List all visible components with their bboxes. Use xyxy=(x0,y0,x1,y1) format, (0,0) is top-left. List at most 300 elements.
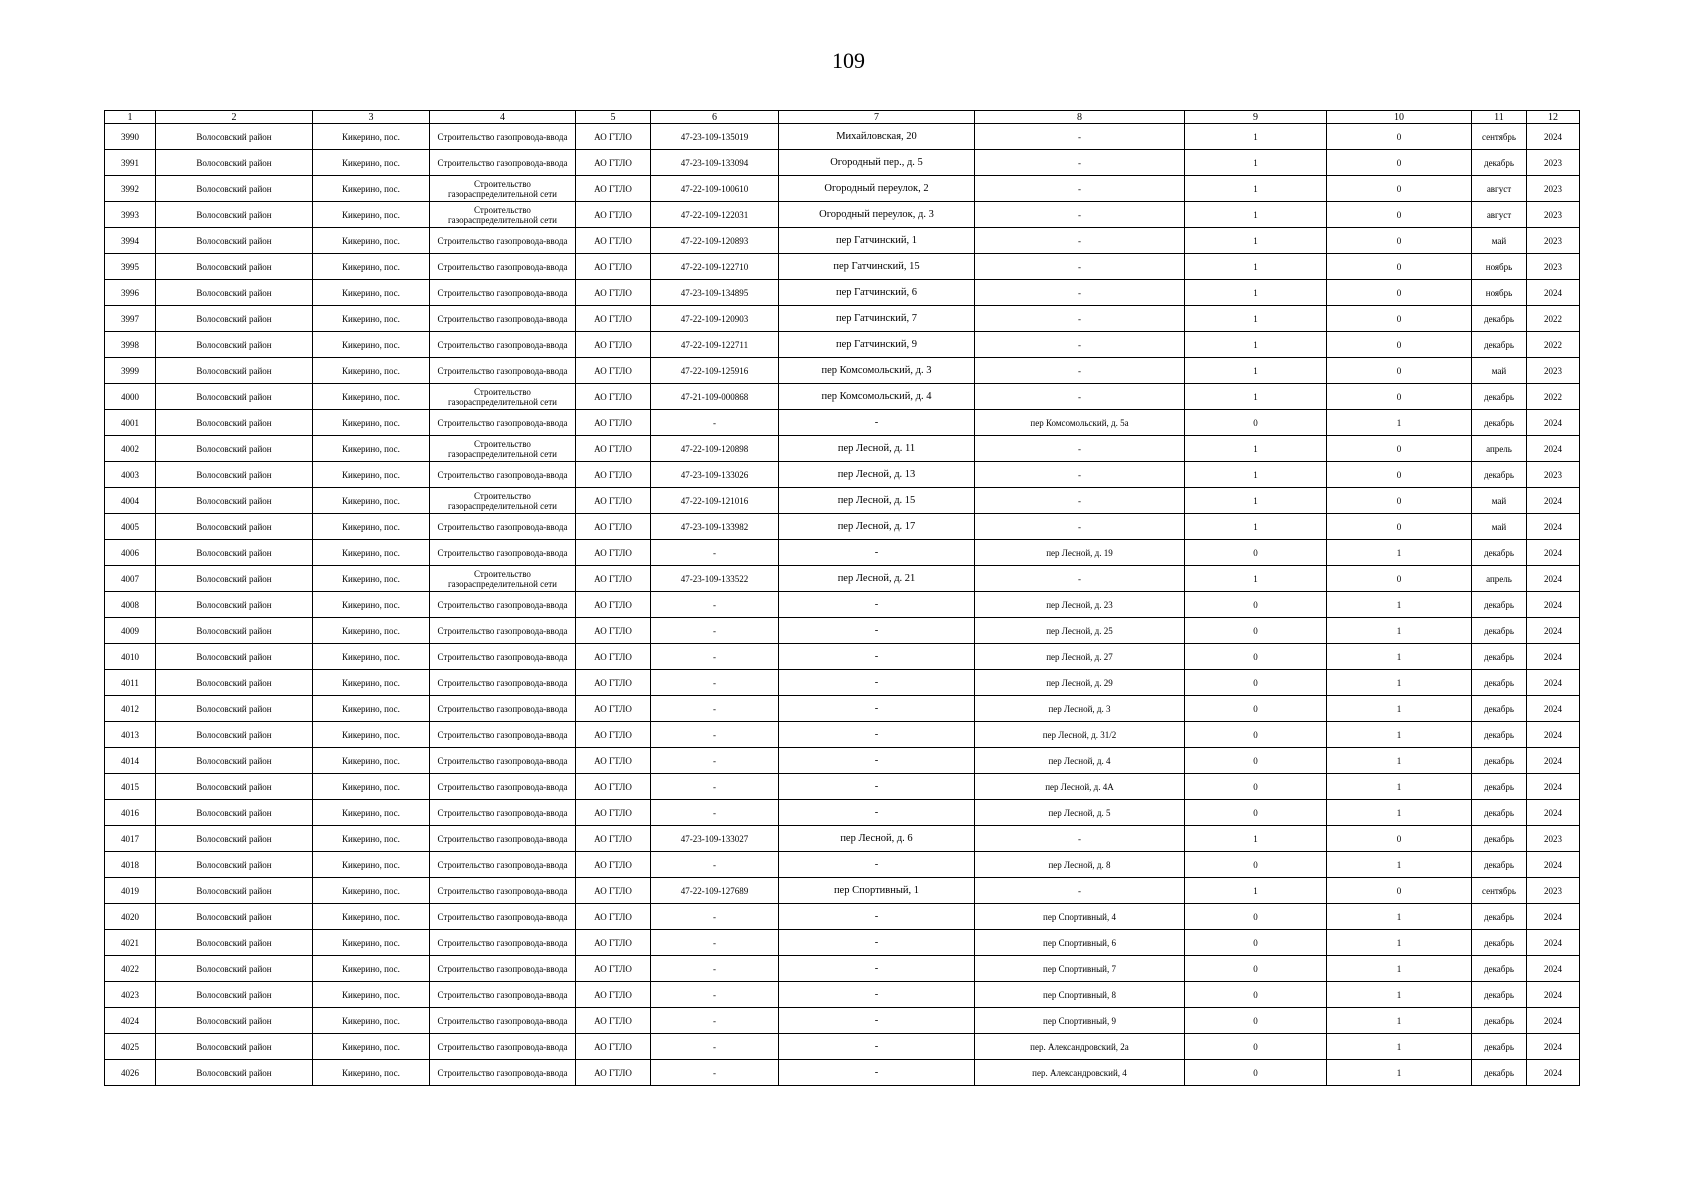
table-cell-col-7: пер Лесной, д. 13 xyxy=(779,462,975,488)
table-cell-col-5: АО ГТЛО xyxy=(576,566,651,592)
table-cell-col-9: 0 xyxy=(1185,618,1327,644)
table-cell-col-11: декабрь xyxy=(1472,306,1527,332)
table-cell-col-3: Кикерино, пос. xyxy=(313,436,430,462)
table-cell-col-2: Волосовский район xyxy=(156,410,313,436)
table-cell-col-3: Кикерино, пос. xyxy=(313,618,430,644)
table-cell-col-4: Строительство газопровода-ввода xyxy=(430,904,576,930)
table-cell-col-10: 1 xyxy=(1327,410,1472,436)
table-cell-col-3: Кикерино, пос. xyxy=(313,124,430,150)
table-cell-col-7: пер Гатчинский, 6 xyxy=(779,280,975,306)
table-cell-col-5: АО ГТЛО xyxy=(576,852,651,878)
table-cell-col-11: декабрь xyxy=(1472,1060,1527,1086)
table-cell-col-9: 1 xyxy=(1185,436,1327,462)
table-cell-col-11: ноябрь xyxy=(1472,280,1527,306)
table-cell-col-7: - xyxy=(779,644,975,670)
table-cell-col-2: Волосовский район xyxy=(156,982,313,1008)
table-row xyxy=(105,410,1580,436)
table-cell-col-12: 2023 xyxy=(1527,176,1580,202)
table-cell-col-10: 1 xyxy=(1327,644,1472,670)
table-row xyxy=(105,1008,1580,1034)
table-cell-col-2: Волосовский район xyxy=(156,800,313,826)
table-cell-col-5: АО ГТЛО xyxy=(576,332,651,358)
table-cell-col-7: Огородный переулок, 2 xyxy=(779,176,975,202)
table-cell-col-11: ноябрь xyxy=(1472,254,1527,280)
table-cell-col-9: 0 xyxy=(1185,904,1327,930)
table-cell-col-9: 1 xyxy=(1185,124,1327,150)
table-cell-col-7: - xyxy=(779,774,975,800)
table-cell-col-11: декабрь xyxy=(1472,150,1527,176)
table-row xyxy=(105,384,1580,410)
table-cell-col-2: Волосовский район xyxy=(156,670,313,696)
table-cell-col-9: 1 xyxy=(1185,566,1327,592)
table-cell-col-3: Кикерино, пос. xyxy=(313,722,430,748)
table-cell-col-1: 4020 xyxy=(105,904,156,930)
table-cell-col-8: - xyxy=(975,176,1185,202)
table-cell-col-4: Строительство газопровода-ввода xyxy=(430,462,576,488)
table-cell-col-2: Волосовский район xyxy=(156,514,313,540)
table-cell-col-1: 4009 xyxy=(105,618,156,644)
table-cell-col-9: 1 xyxy=(1185,826,1327,852)
table-cell-col-12: 2023 xyxy=(1527,462,1580,488)
table-cell-col-3: Кикерино, пос. xyxy=(313,176,430,202)
table-row xyxy=(105,566,1580,592)
table-cell-col-1: 3993 xyxy=(105,202,156,228)
table-cell-col-10: 0 xyxy=(1327,280,1472,306)
table-cell-col-9: 1 xyxy=(1185,488,1327,514)
table-cell-col-11: декабрь xyxy=(1472,644,1527,670)
table-cell-col-4: Строительство газораспределительной сети xyxy=(430,566,576,592)
table-cell-col-11: декабрь xyxy=(1472,982,1527,1008)
table-cell-col-4: Строительство газопровода-ввода xyxy=(430,150,576,176)
table-cell-col-8: - xyxy=(975,384,1185,410)
table-cell-col-1: 4006 xyxy=(105,540,156,566)
table-cell-col-9: 1 xyxy=(1185,254,1327,280)
table-cell-col-7: - xyxy=(779,852,975,878)
table-cell-col-3: Кикерино, пос. xyxy=(313,1060,430,1086)
table-row xyxy=(105,852,1580,878)
table-row xyxy=(105,150,1580,176)
table-cell-col-4: Строительство газопровода-ввода xyxy=(430,826,576,852)
table-cell-col-1: 4001 xyxy=(105,410,156,436)
table-cell-col-4: Строительство газопровода-ввода xyxy=(430,956,576,982)
table-cell-col-9: 0 xyxy=(1185,540,1327,566)
table-row xyxy=(105,228,1580,254)
table-cell-col-11: май xyxy=(1472,514,1527,540)
table-cell-col-11: декабрь xyxy=(1472,852,1527,878)
table-cell-col-1: 3998 xyxy=(105,332,156,358)
table-cell-col-1: 3996 xyxy=(105,280,156,306)
table-cell-col-12: 2024 xyxy=(1527,852,1580,878)
table-cell-col-4: Строительство газопровода-ввода xyxy=(430,306,576,332)
table-cell-col-6: 47-23-109-133522 xyxy=(651,566,779,592)
table-cell-col-5: АО ГТЛО xyxy=(576,124,651,150)
table-cell-col-8: - xyxy=(975,436,1185,462)
table-cell-col-11: декабрь xyxy=(1472,956,1527,982)
table-cell-col-8: - xyxy=(975,514,1185,540)
table-row xyxy=(105,358,1580,384)
table-cell-col-7: Огородный переулок, д. 3 xyxy=(779,202,975,228)
table-cell-col-5: АО ГТЛО xyxy=(576,228,651,254)
table-cell-col-8: - xyxy=(975,254,1185,280)
table-cell-col-6: 47-23-109-134895 xyxy=(651,280,779,306)
table-cell-col-1: 4012 xyxy=(105,696,156,722)
table-cell-col-10: 1 xyxy=(1327,696,1472,722)
table-cell-col-4: Строительство газопровода-ввода xyxy=(430,280,576,306)
table-header-row xyxy=(105,111,1580,124)
table-cell-col-8: пер Лесной, д. 4 xyxy=(975,748,1185,774)
table-cell-col-11: декабрь xyxy=(1472,1034,1527,1060)
table-cell-col-5: АО ГТЛО xyxy=(576,1060,651,1086)
table-cell-col-9: 0 xyxy=(1185,1008,1327,1034)
table-cell-col-2: Волосовский район xyxy=(156,696,313,722)
table-cell-col-5: АО ГТЛО xyxy=(576,306,651,332)
table-cell-col-11: декабрь xyxy=(1472,540,1527,566)
table-cell-col-11: август xyxy=(1472,176,1527,202)
table-cell-col-10: 0 xyxy=(1327,436,1472,462)
table-cell-col-12: 2023 xyxy=(1527,826,1580,852)
table-cell-col-4: Строительство газопровода-ввода xyxy=(430,696,576,722)
table-cell-col-7: пер Гатчинский, 15 xyxy=(779,254,975,280)
table-cell-col-9: 1 xyxy=(1185,514,1327,540)
table-cell-col-1: 3999 xyxy=(105,358,156,384)
table-cell-col-6: - xyxy=(651,956,779,982)
table-cell-col-6: - xyxy=(651,644,779,670)
table-cell-col-4: Строительство газораспределительной сети xyxy=(430,384,576,410)
table-cell-col-5: АО ГТЛО xyxy=(576,358,651,384)
table-cell-col-5: АО ГТЛО xyxy=(576,696,651,722)
table-cell-col-10: 1 xyxy=(1327,1060,1472,1086)
table-cell-col-1: 4002 xyxy=(105,436,156,462)
table-cell-col-3: Кикерино, пос. xyxy=(313,566,430,592)
table-cell-col-9: 1 xyxy=(1185,384,1327,410)
table-cell-col-12: 2024 xyxy=(1527,618,1580,644)
table-cell-col-6: 47-22-109-121016 xyxy=(651,488,779,514)
table-cell-col-12: 2024 xyxy=(1527,1060,1580,1086)
table-cell-col-12: 2023 xyxy=(1527,150,1580,176)
table-cell-col-12: 2022 xyxy=(1527,384,1580,410)
table-cell-col-9: 0 xyxy=(1185,1060,1327,1086)
table-cell-col-3: Кикерино, пос. xyxy=(313,982,430,1008)
column-header: 7 xyxy=(779,111,975,124)
table-cell-col-2: Волосовский район xyxy=(156,228,313,254)
table-cell-col-12: 2023 xyxy=(1527,878,1580,904)
table-cell-col-12: 2024 xyxy=(1527,930,1580,956)
table-cell-col-5: АО ГТЛО xyxy=(576,462,651,488)
table-cell-col-6: - xyxy=(651,722,779,748)
table-cell-col-1: 4011 xyxy=(105,670,156,696)
table-cell-col-5: АО ГТЛО xyxy=(576,930,651,956)
table-row xyxy=(105,254,1580,280)
page-number: 109 xyxy=(832,48,865,73)
table-cell-col-10: 1 xyxy=(1327,1008,1472,1034)
table-cell-col-4: Строительство газопровода-ввода xyxy=(430,358,576,384)
table-cell-col-9: 1 xyxy=(1185,202,1327,228)
column-header: 1 xyxy=(105,111,156,124)
table-cell-col-8: пер Лесной, д. 5 xyxy=(975,800,1185,826)
table-cell-col-4: Строительство газопровода-ввода xyxy=(430,982,576,1008)
table-cell-col-11: декабрь xyxy=(1472,748,1527,774)
table-cell-col-9: 1 xyxy=(1185,878,1327,904)
table-cell-col-3: Кикерино, пос. xyxy=(313,462,430,488)
table-row xyxy=(105,306,1580,332)
table-cell-col-8: - xyxy=(975,228,1185,254)
table-row xyxy=(105,202,1580,228)
table-cell-col-9: 0 xyxy=(1185,956,1327,982)
table-cell-col-8: пер Комсомольский, д. 5а xyxy=(975,410,1185,436)
table-cell-col-3: Кикерино, пос. xyxy=(313,514,430,540)
table-cell-col-4: Строительство газораспределительной сети xyxy=(430,436,576,462)
table-cell-col-3: Кикерино, пос. xyxy=(313,358,430,384)
table-cell-col-11: декабрь xyxy=(1472,410,1527,436)
table-row xyxy=(105,748,1580,774)
table-cell-col-1: 3995 xyxy=(105,254,156,280)
table-cell-col-10: 1 xyxy=(1327,956,1472,982)
table-cell-col-5: АО ГТЛО xyxy=(576,956,651,982)
table-cell-col-9: 0 xyxy=(1185,1034,1327,1060)
table-cell-col-1: 4007 xyxy=(105,566,156,592)
table-cell-col-12: 2023 xyxy=(1527,202,1580,228)
column-header: 2 xyxy=(156,111,313,124)
table-cell-col-2: Волосовский район xyxy=(156,904,313,930)
table-cell-col-2: Волосовский район xyxy=(156,852,313,878)
table-cell-col-8: - xyxy=(975,124,1185,150)
table-cell-col-2: Волосовский район xyxy=(156,956,313,982)
table-cell-col-2: Волосовский район xyxy=(156,644,313,670)
table-cell-col-11: декабрь xyxy=(1472,826,1527,852)
table-cell-col-6: 47-22-109-120893 xyxy=(651,228,779,254)
table-cell-col-5: АО ГТЛО xyxy=(576,176,651,202)
table-cell-col-9: 0 xyxy=(1185,800,1327,826)
table-cell-col-7: - xyxy=(779,670,975,696)
table-row xyxy=(105,878,1580,904)
table-cell-col-5: АО ГТЛО xyxy=(576,670,651,696)
table-row xyxy=(105,176,1580,202)
table-row xyxy=(105,280,1580,306)
table-cell-col-11: декабрь xyxy=(1472,1008,1527,1034)
table-cell-col-1: 3990 xyxy=(105,124,156,150)
table-cell-col-8: - xyxy=(975,358,1185,384)
table-cell-col-4: Строительство газопровода-ввода xyxy=(430,852,576,878)
table-cell-col-2: Волосовский район xyxy=(156,358,313,384)
table-cell-col-7: - xyxy=(779,540,975,566)
table-cell-col-4: Строительство газопровода-ввода xyxy=(430,332,576,358)
table-cell-col-12: 2024 xyxy=(1527,748,1580,774)
table-cell-col-9: 0 xyxy=(1185,982,1327,1008)
table-cell-col-6: 47-22-109-122710 xyxy=(651,254,779,280)
table-cell-col-10: 0 xyxy=(1327,514,1472,540)
table-cell-col-12: 2024 xyxy=(1527,982,1580,1008)
table-cell-col-10: 1 xyxy=(1327,540,1472,566)
table-cell-col-3: Кикерино, пос. xyxy=(313,150,430,176)
data-table xyxy=(104,110,1580,1086)
table-cell-col-1: 4023 xyxy=(105,982,156,1008)
table-cell-col-5: АО ГТЛО xyxy=(576,540,651,566)
table-cell-col-12: 2024 xyxy=(1527,904,1580,930)
table-cell-col-11: май xyxy=(1472,228,1527,254)
table-cell-col-10: 0 xyxy=(1327,384,1472,410)
table-cell-col-2: Волосовский район xyxy=(156,124,313,150)
table-cell-col-5: АО ГТЛО xyxy=(576,1034,651,1060)
table-cell-col-10: 1 xyxy=(1327,852,1472,878)
table-cell-col-10: 0 xyxy=(1327,566,1472,592)
table-cell-col-9: 1 xyxy=(1185,462,1327,488)
table-cell-col-2: Волосовский район xyxy=(156,618,313,644)
table-cell-col-8: пер Лесной, д. 27 xyxy=(975,644,1185,670)
table-cell-col-9: 0 xyxy=(1185,748,1327,774)
table-cell-col-2: Волосовский район xyxy=(156,774,313,800)
table-cell-col-8: - xyxy=(975,202,1185,228)
table-cell-col-1: 4018 xyxy=(105,852,156,878)
table-row xyxy=(105,618,1580,644)
table-cell-col-1: 4017 xyxy=(105,826,156,852)
table-cell-col-2: Волосовский район xyxy=(156,748,313,774)
table-cell-col-8: пер Лесной, д. 31/2 xyxy=(975,722,1185,748)
table-cell-col-8: пер Лесной, д. 23 xyxy=(975,592,1185,618)
table-cell-col-10: 0 xyxy=(1327,150,1472,176)
table-cell-col-11: май xyxy=(1472,488,1527,514)
table-cell-col-7: - xyxy=(779,1034,975,1060)
table-cell-col-9: 1 xyxy=(1185,228,1327,254)
table-cell-col-6: 47-23-109-135019 xyxy=(651,124,779,150)
table-cell-col-5: АО ГТЛО xyxy=(576,774,651,800)
table-cell-col-8: - xyxy=(975,280,1185,306)
table-cell-col-9: 1 xyxy=(1185,332,1327,358)
table-cell-col-3: Кикерино, пос. xyxy=(313,228,430,254)
table-cell-col-2: Волосовский район xyxy=(156,1034,313,1060)
table-cell-col-7: пер Лесной, д. 15 xyxy=(779,488,975,514)
table-cell-col-1: 4000 xyxy=(105,384,156,410)
table-cell-col-7: - xyxy=(779,800,975,826)
table-cell-col-5: АО ГТЛО xyxy=(576,514,651,540)
table-cell-col-5: АО ГТЛО xyxy=(576,644,651,670)
table-cell-col-7: - xyxy=(779,618,975,644)
table-cell-col-1: 4005 xyxy=(105,514,156,540)
table-cell-col-11: декабрь xyxy=(1472,332,1527,358)
table-cell-col-7: - xyxy=(779,592,975,618)
table-cell-col-11: декабрь xyxy=(1472,800,1527,826)
column-header: 6 xyxy=(651,111,779,124)
table-row xyxy=(105,696,1580,722)
table-cell-col-12: 2023 xyxy=(1527,228,1580,254)
table-cell-col-5: АО ГТЛО xyxy=(576,410,651,436)
table-cell-col-3: Кикерино, пос. xyxy=(313,826,430,852)
table-cell-col-2: Волосовский район xyxy=(156,722,313,748)
table-cell-col-12: 2022 xyxy=(1527,332,1580,358)
table-cell-col-8: - xyxy=(975,462,1185,488)
table-cell-col-6: - xyxy=(651,800,779,826)
table-cell-col-12: 2024 xyxy=(1527,1008,1580,1034)
table-cell-col-8: пер Лесной, д. 29 xyxy=(975,670,1185,696)
table-cell-col-5: АО ГТЛО xyxy=(576,254,651,280)
table-cell-col-10: 1 xyxy=(1327,930,1472,956)
table-cell-col-12: 2024 xyxy=(1527,566,1580,592)
table-cell-col-8: - xyxy=(975,878,1185,904)
column-header: 12 xyxy=(1527,111,1580,124)
table-cell-col-11: декабрь xyxy=(1472,722,1527,748)
table-cell-col-8: пер Лесной, д. 19 xyxy=(975,540,1185,566)
table-cell-col-9: 0 xyxy=(1185,670,1327,696)
table-cell-col-7: пер Лесной, д. 6 xyxy=(779,826,975,852)
table-cell-col-1: 4025 xyxy=(105,1034,156,1060)
table-cell-col-7: Огородный пер., д. 5 xyxy=(779,150,975,176)
table-cell-col-2: Волосовский район xyxy=(156,878,313,904)
table-cell-col-12: 2024 xyxy=(1527,514,1580,540)
table-cell-col-1: 4010 xyxy=(105,644,156,670)
table-cell-col-5: АО ГТЛО xyxy=(576,384,651,410)
table-cell-col-5: АО ГТЛО xyxy=(576,202,651,228)
table-cell-col-8: пер. Александровский, 4 xyxy=(975,1060,1185,1086)
table-cell-col-7: пер Гатчинский, 9 xyxy=(779,332,975,358)
table-cell-col-5: АО ГТЛО xyxy=(576,488,651,514)
table-cell-col-5: АО ГТЛО xyxy=(576,618,651,644)
table-cell-col-12: 2024 xyxy=(1527,644,1580,670)
table-cell-col-4: Строительство газопровода-ввода xyxy=(430,1034,576,1060)
table-cell-col-1: 4008 xyxy=(105,592,156,618)
table-cell-col-3: Кикерино, пос. xyxy=(313,280,430,306)
table-cell-col-12: 2024 xyxy=(1527,124,1580,150)
table-row xyxy=(105,904,1580,930)
table-cell-col-9: 0 xyxy=(1185,930,1327,956)
table-cell-col-4: Строительство газопровода-ввода xyxy=(430,670,576,696)
table-cell-col-6: - xyxy=(651,1060,779,1086)
table-cell-col-4: Строительство газопровода-ввода xyxy=(430,748,576,774)
table-cell-col-10: 1 xyxy=(1327,774,1472,800)
table-cell-col-3: Кикерино, пос. xyxy=(313,592,430,618)
table-cell-col-2: Волосовский район xyxy=(156,1060,313,1086)
table-cell-col-2: Волосовский район xyxy=(156,462,313,488)
table-cell-col-8: - xyxy=(975,566,1185,592)
table-cell-col-7: пер Лесной, д. 17 xyxy=(779,514,975,540)
table-cell-col-7: пер Спортивный, 1 xyxy=(779,878,975,904)
column-header: 4 xyxy=(430,111,576,124)
table-cell-col-1: 3997 xyxy=(105,306,156,332)
table-cell-col-12: 2024 xyxy=(1527,592,1580,618)
table-cell-col-1: 4015 xyxy=(105,774,156,800)
column-header: 11 xyxy=(1472,111,1527,124)
table-cell-col-7: - xyxy=(779,904,975,930)
table-cell-col-3: Кикерино, пос. xyxy=(313,748,430,774)
table-cell-col-4: Строительство газопровода-ввода xyxy=(430,514,576,540)
table-cell-col-9: 0 xyxy=(1185,592,1327,618)
table-cell-col-9: 1 xyxy=(1185,358,1327,384)
table-cell-col-10: 0 xyxy=(1327,826,1472,852)
table-cell-col-9: 1 xyxy=(1185,176,1327,202)
table-cell-col-6: - xyxy=(651,410,779,436)
table-cell-col-6: - xyxy=(651,540,779,566)
table-cell-col-1: 4022 xyxy=(105,956,156,982)
column-header: 8 xyxy=(975,111,1185,124)
table-cell-col-10: 0 xyxy=(1327,306,1472,332)
table-cell-col-12: 2024 xyxy=(1527,488,1580,514)
table-cell-col-10: 0 xyxy=(1327,878,1472,904)
table-cell-col-3: Кикерино, пос. xyxy=(313,332,430,358)
table-cell-col-12: 2024 xyxy=(1527,436,1580,462)
table-cell-col-10: 0 xyxy=(1327,332,1472,358)
table-cell-col-8: - xyxy=(975,332,1185,358)
table-cell-col-1: 4014 xyxy=(105,748,156,774)
table-cell-col-3: Кикерино, пос. xyxy=(313,644,430,670)
table-cell-col-8: пер Лесной, д. 3 xyxy=(975,696,1185,722)
table-cell-col-2: Волосовский район xyxy=(156,1008,313,1034)
table-cell-col-2: Волосовский район xyxy=(156,826,313,852)
table-cell-col-8: - xyxy=(975,150,1185,176)
table-cell-col-12: 2024 xyxy=(1527,722,1580,748)
table-cell-col-8: пер Спортивный, 8 xyxy=(975,982,1185,1008)
table-cell-col-2: Волосовский район xyxy=(156,280,313,306)
table-cell-col-7: - xyxy=(779,696,975,722)
table-cell-col-10: 1 xyxy=(1327,722,1472,748)
table-cell-col-7: - xyxy=(779,410,975,436)
